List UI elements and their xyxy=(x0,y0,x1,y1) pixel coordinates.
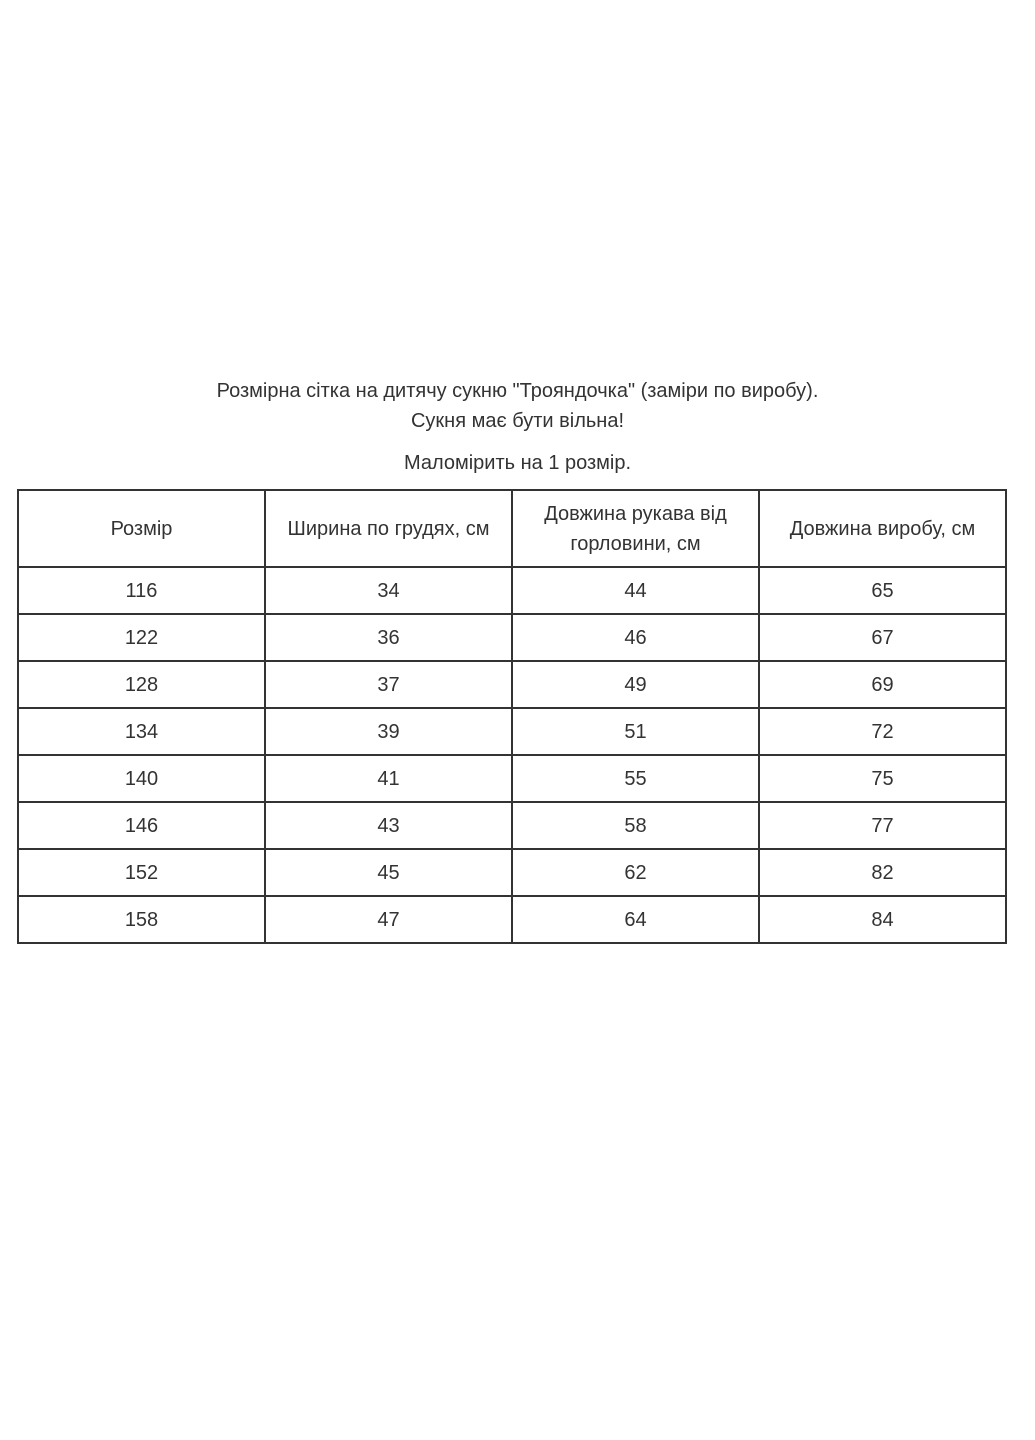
fit-note: Сукня має бути вільна! xyxy=(410,410,625,432)
cell-garment-length: 69 xyxy=(759,661,1006,708)
cell-sleeve-length: 55 xyxy=(512,755,759,802)
cell-size: 116 xyxy=(18,567,265,614)
table-row xyxy=(18,567,1006,614)
cell-size: 128 xyxy=(18,661,265,708)
table-row xyxy=(18,755,1006,802)
table-row xyxy=(18,896,1006,943)
header-chest-width: Ширина по грудях, см xyxy=(265,490,512,567)
cell-size: 146 xyxy=(18,802,265,849)
cell-size: 122 xyxy=(18,614,265,661)
cell-chest-width: 34 xyxy=(265,567,512,614)
cell-chest-width: 36 xyxy=(265,614,512,661)
cell-garment-length: 67 xyxy=(759,614,1006,661)
table-row xyxy=(18,708,1006,755)
cell-size: 152 xyxy=(18,849,265,896)
size-table xyxy=(17,489,1007,944)
cell-sleeve-length: 58 xyxy=(512,802,759,849)
cell-sleeve-length: 46 xyxy=(512,614,759,661)
cell-sleeve-length: 51 xyxy=(512,708,759,755)
cell-chest-width: 41 xyxy=(265,755,512,802)
table-row xyxy=(18,849,1006,896)
cell-size: 134 xyxy=(18,708,265,755)
table-header xyxy=(18,490,1006,567)
cell-size: 158 xyxy=(18,896,265,943)
cell-garment-length: 82 xyxy=(759,849,1006,896)
chart-title: Розмірна сітка на дитячу сукню "Трояндочка" (заміри по виробу). xyxy=(216,380,819,402)
cell-garment-length: 75 xyxy=(759,755,1006,802)
cell-sleeve-length: 62 xyxy=(512,849,759,896)
cell-garment-length: 77 xyxy=(759,802,1006,849)
table-row xyxy=(18,614,1006,661)
cell-chest-width: 45 xyxy=(265,849,512,896)
cell-garment-length: 65 xyxy=(759,567,1006,614)
cell-chest-width: 37 xyxy=(265,661,512,708)
sizing-note: Маломірить на 1 розмір. xyxy=(403,452,632,474)
cell-sleeve-length: 49 xyxy=(512,661,759,708)
cell-size: 140 xyxy=(18,755,265,802)
cell-chest-width: 39 xyxy=(265,708,512,755)
table-row xyxy=(18,661,1006,708)
header-row xyxy=(18,490,1006,567)
cell-garment-length: 72 xyxy=(759,708,1006,755)
table-row xyxy=(18,802,1006,849)
cell-chest-width: 47 xyxy=(265,896,512,943)
cell-chest-width: 43 xyxy=(265,802,512,849)
cell-sleeve-length: 44 xyxy=(512,567,759,614)
header-garment-length: Довжина виробу, см xyxy=(759,490,1006,567)
table-body xyxy=(18,567,1006,943)
header-sleeve-length: Довжина рукава від горловини, см xyxy=(512,490,759,567)
header-size: Розмір xyxy=(18,490,265,567)
cell-garment-length: 84 xyxy=(759,896,1006,943)
cell-sleeve-length: 64 xyxy=(512,896,759,943)
